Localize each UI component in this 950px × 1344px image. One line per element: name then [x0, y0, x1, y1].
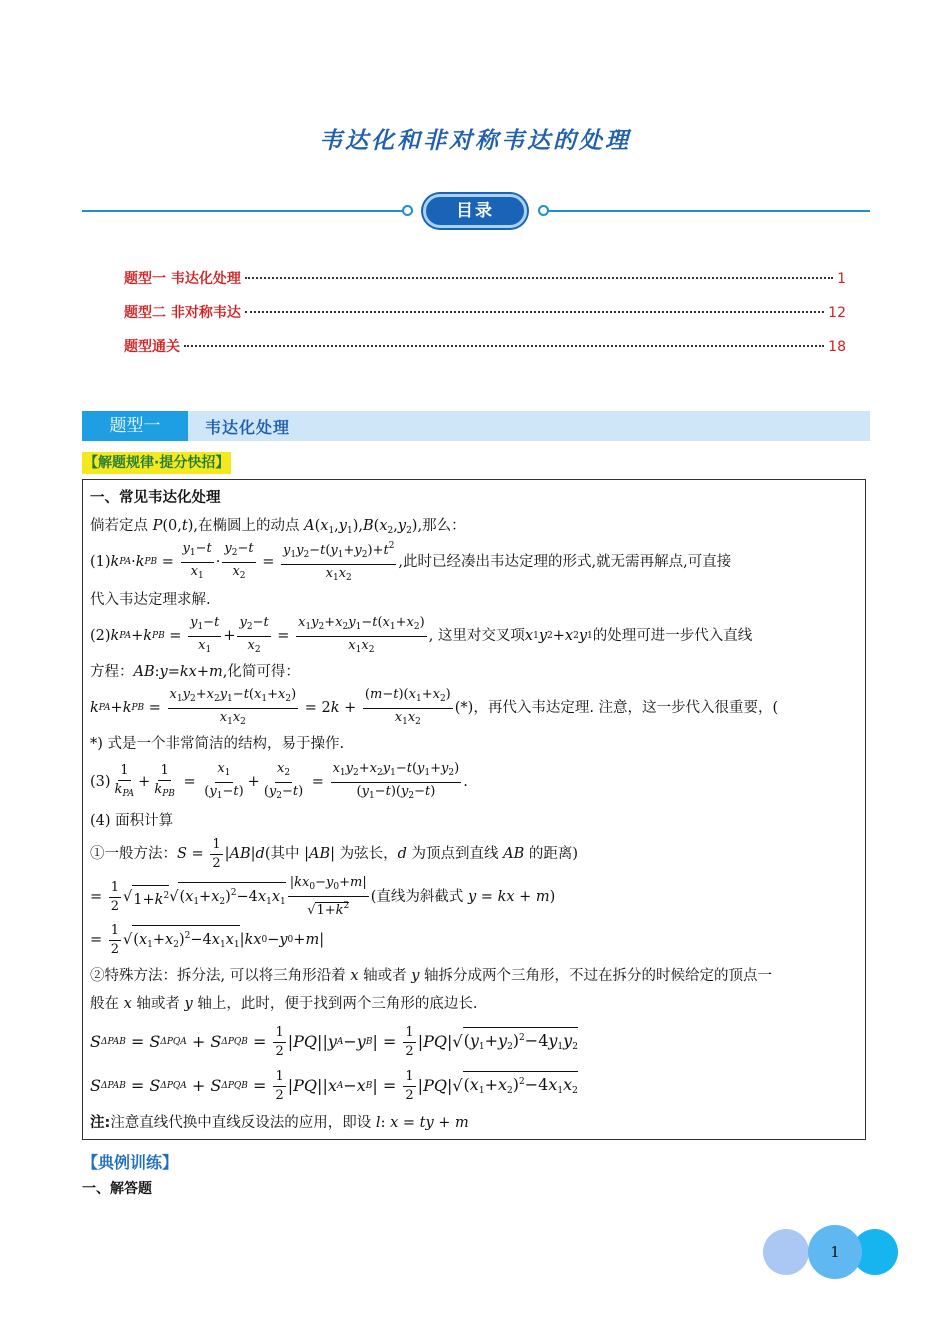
example-label: 【典例训练】 — [82, 1153, 179, 1172]
toc-divider-dot-left — [402, 205, 413, 216]
method-1: ①一般方法： S = $\frac{1}{2}$ | AB | d (其中 | AB | 为弦长， d 为顶点到直线 AB 的距离) — [90, 836, 579, 871]
formula-3: k PA + k PB = $\frac{x_1y_2+x_2y_1-t(x_1+x_2)}{x_1x_2}$ = 2 k + $\frac{(m-t)(x_1+x_2)}{x_1x_2}$ (*)，再代入韦达定理. 注意，这一步代入很重要，( — [90, 686, 779, 727]
toc-item-label: 题型通关 — [124, 339, 180, 355]
formula-4: (3) $\frac{1}{k_{PA}}$ + $\frac{1}{k_{PB}}$ = $\frac{x_1}{(y_1-t)}$ + $\frac{x_2}{(y_2-t)}$ = $\frac{x_1y_2+x_2y_1-t(y_1+y_2)}{(y_1-t)(y_2-t)}$ . — [90, 760, 468, 801]
tips-label: 【解题规律·提分快招】 — [82, 452, 231, 474]
area-formula-x: S ΔPAB = S ΔPQA + S ΔPQB = $\frac{1}{2}$ | PQ || x A − x B | = $\frac{1}{2}$ | PQ |√ $(x_1+x_2)^2-4x_1x_2$ — [90, 1068, 578, 1103]
formula-2: (2) k PA + k PB = $\frac{y_1-t}{x_1}$ + $\frac{y_2-t}{x_2}$ = $\frac{x_1y_2+x_2y_1-t(x_1+x_2)}{x_1x_2}$ , 这里对交叉项 x 1 y 2 + x 2 y 1 的处理可进一步代入直线 — [90, 614, 753, 655]
formula-3-cont: *) 式是一个非常简洁的结构，易于操作. — [90, 736, 345, 752]
toc-divider-left — [82, 210, 404, 212]
toc-item-1[interactable] — [124, 268, 846, 290]
section-title: 韦达化处理 — [205, 418, 291, 437]
formula-1: (1) k PA · k PB = $\frac{y_1-t}{x_1}$ · $\frac{y_2-t}{x_2}$ = $\frac{y_1y_2-t(y_1+y_2)+t^2}{x_1x_2}$ ,此时已经凑出韦达定理的形式,就无需再解点,可直接 — [90, 544, 731, 580]
toc-leader-dots — [245, 311, 824, 313]
section-header-bar — [82, 411, 870, 441]
method-1-formula-b: = $\frac{1}{2}$ √ $(x_1+x_2)^2-4x_1x_1$ | kx 0 − y 0 + m | — [90, 922, 325, 957]
method-1-formula-a: = $\frac{1}{2}$ √ $1+k^2$ √ $(x_1+x_2)^2-4x_1x_1$ $\frac{|kx_0-y_0+m|}{√1+k^2}$ (直线为斜截式 y = kx + m ) — [90, 875, 556, 918]
toc-divider-right — [548, 210, 870, 212]
toc-item-label: 题型二 非对称韦达 — [124, 305, 241, 321]
formula-1-cont: 代入韦达定理求解. — [90, 592, 211, 608]
toc-badge: 目录 — [423, 194, 527, 228]
formula-2-cont: 方程：AB:y=kx+m,化简可得： — [90, 664, 300, 680]
note-line: 注:注意直线代换中直线反设法的应用，即设 l: x = ty + m — [90, 1115, 469, 1131]
toc-item-3[interactable] — [124, 336, 846, 358]
area-formula-y: S ΔPAB = S ΔPQA + S ΔPQB = $\frac{1}{2}$ | PQ || y A − y B | = $\frac{1}{2}$ | PQ |√ $(y_1+y_2)^2-4y_1y_2$ — [90, 1024, 578, 1059]
document-title: 韦达化和非对称韦达的处理 — [319, 128, 631, 154]
toc-item-page: 18 — [828, 339, 846, 355]
toc-item-2[interactable] — [124, 302, 846, 324]
toc-item-label: 题型一 韦达化处理 — [124, 271, 241, 287]
intro-line: 倘若定点 P(0,t),在椭圆上的动点 $A(x_1,y_1),B(x_2,y_2)$,那么： — [90, 518, 466, 536]
toc-leader-dots — [245, 277, 833, 279]
toc-leader-dots — [184, 345, 824, 347]
page-number: 1 — [808, 1225, 862, 1279]
page-decor-circle-left — [763, 1229, 809, 1275]
method-2-cont: 般在 x 轴或者 y 轴上，此时，便于找到两个三角形的底边长. — [90, 996, 478, 1012]
box-heading: 一、常见韦达化处理 — [90, 490, 221, 506]
section-tag: 题型一 — [82, 411, 188, 441]
toc-item-page: 12 — [828, 305, 846, 321]
area-heading: (4) 面积计算 — [90, 813, 174, 829]
question-type-heading: 一、解答题 — [82, 1181, 152, 1197]
method-2: ②特殊方法：拆分法, 可以将三角形沿着 x 轴或者 y 轴拆分成两个三角形，不过在拆分的时候给定的顶点一 — [90, 968, 773, 984]
toc-item-page: 1 — [837, 271, 846, 287]
